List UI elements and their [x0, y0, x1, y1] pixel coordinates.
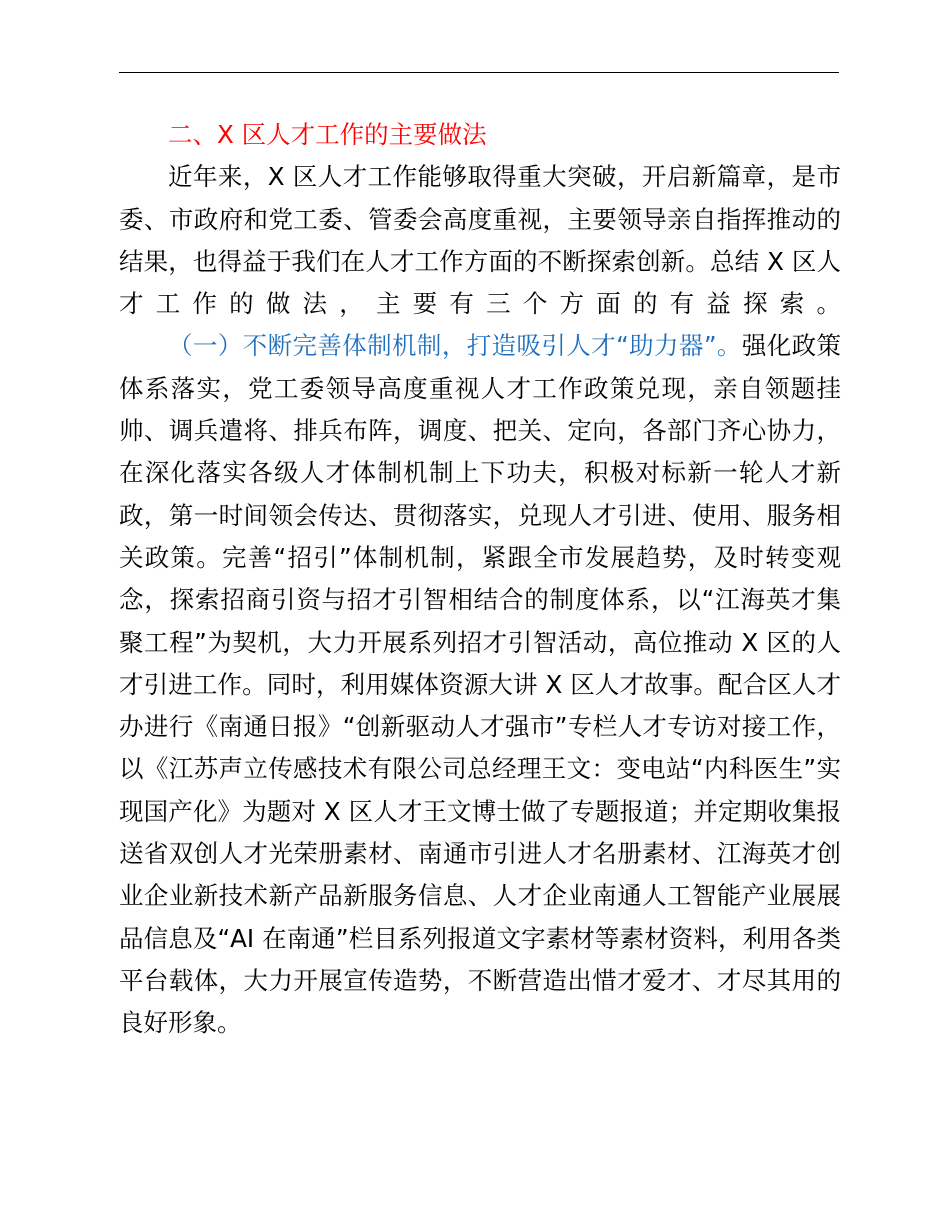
- document-body: [119, 114, 841, 1045]
- section-heading: [119, 114, 841, 156]
- paragraph-intro-text: 近年来，X 区人才工作能够取得重大突破，开启新篇章，是市委、市政府和党工委、管委会高度重视，主要领导亲自指挥推动的结果，也得益于我们在人才工作方面的不断探索创新。总结 X 区人才工作的做法，主要有三个方面的有益探索。: [119, 162, 841, 319]
- header-rule: [119, 72, 839, 73]
- paragraph-intro: [119, 156, 841, 325]
- section-heading-text: 二、X 区人才工作的主要做法: [168, 120, 487, 149]
- paragraph-mechanism-text: 强化政策体系落实，党工委领导高度重视人才工作政策兑现，亲自领题挂帅、调兵遣将、排兵布阵，调度、把关、定向，各部门齐心协力，在深化落实各级人才体制机制上下功夫，积极对标新一轮人才新政，第一时间领会传达、贯彻落实，兑现人才引进、使用、服务相关政策。完善“招引”体制机制，紧跟全市发展趋势，及时转变观念，探索招商引资与招才引智相结合的制度体系，以“江海英才集聚工程”为契机，大力开展系列招才引智活动，高位推动 X 区的人才引进工作。同时，利用媒体资源大讲 X 区人才故事。配合区人才办进行《南通日报》“创新驱动人才强市”专栏人才专访对接工作，以《江苏声立传感技术有限公司总经理王文：变电站“内科医生”实现国产化》为题对 X 区人才王文博士做了专题报道；并定期收集报送省双创人才光荣册素材、南通市引进人才名册素材、江海英才创业企业新技术新产品新服务信息、人才企业南通人工智能产业展展品信息及“AI 在南通”栏目系列报道文字素材等素材资料，利用各类平台载体，大力开展宣传造势，不断营造出惜才爱才、才尽其用的良好形象。: [119, 331, 842, 1038]
- subsection-heading: （一）不断完善体制机制，打造吸引人才“助力器”。: [168, 331, 742, 361]
- paragraph-mechanism: [119, 325, 841, 1044]
